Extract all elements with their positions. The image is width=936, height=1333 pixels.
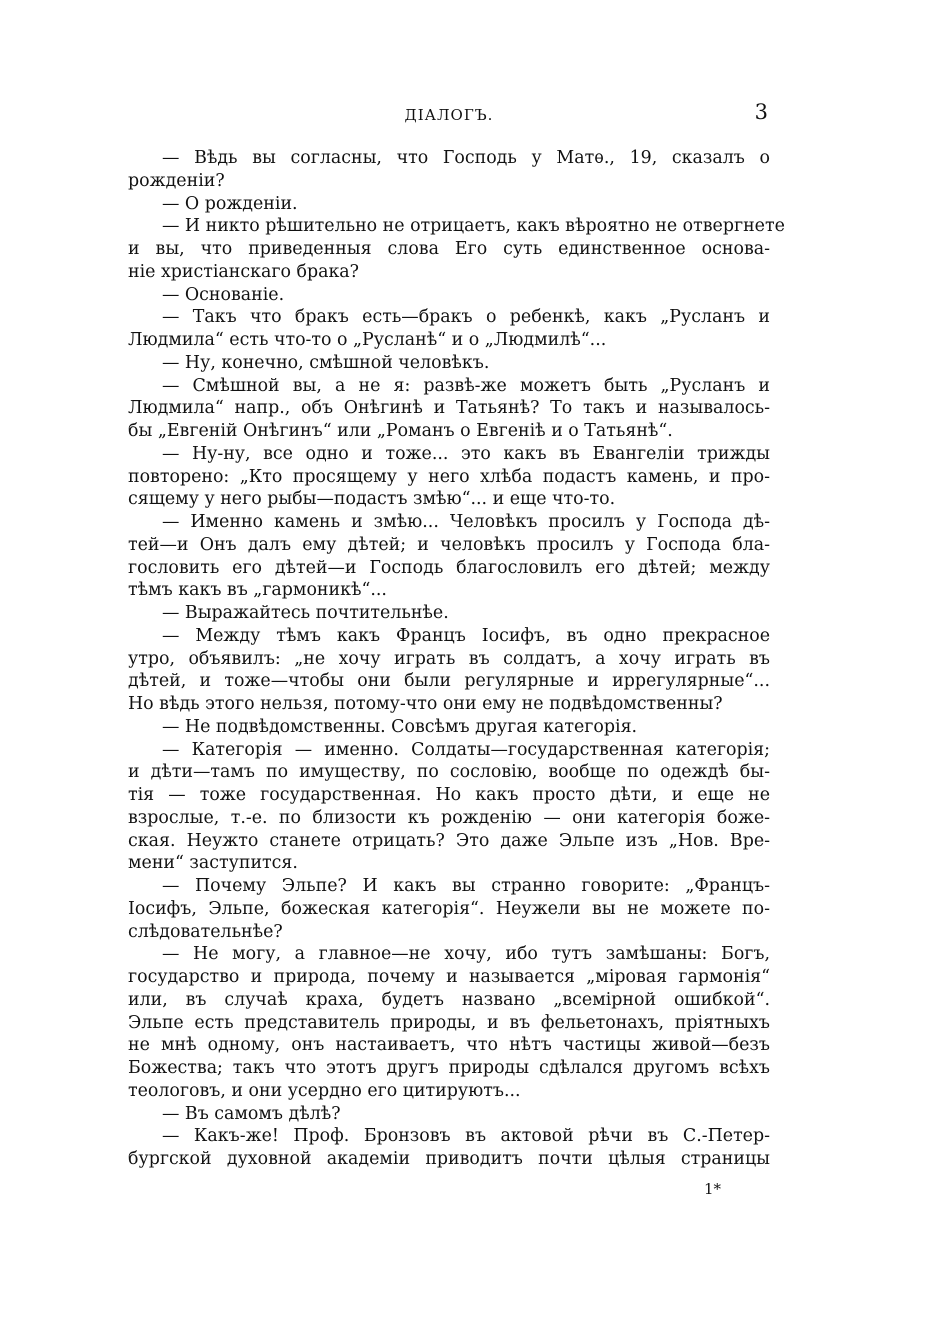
text-line: Эльпе есть представитель природы, и въ фельетонахъ, прiятныхъ bbox=[128, 1012, 770, 1033]
text-line: — Вѣдь вы согласны, что Господь у Матѳ., 19, сказалъ о bbox=[162, 148, 770, 168]
printer-signature: 1* bbox=[704, 1180, 722, 1198]
text-line: — Смѣшной вы, а не я: развѣ-же можетъ быть „Русланъ и bbox=[162, 375, 770, 396]
running-title: ДIАЛОГЪ. bbox=[404, 106, 494, 124]
text-line: рожденiи? bbox=[128, 170, 225, 191]
text-line: мени“ заступится. bbox=[128, 853, 298, 874]
page-number: 3 bbox=[754, 100, 768, 124]
text-line: — Ну, конечно, смѣшной человѣкъ. bbox=[162, 352, 490, 373]
text-line: бургской духовной академiи приводитъ почти цѣлыя страницы bbox=[128, 1149, 770, 1169]
text-line: сящему у него рыбы—подастъ змѣю“... и еще что-то. bbox=[128, 489, 616, 510]
text-line: — Основанiе. bbox=[162, 284, 285, 305]
text-line: нiе христiанскаго брака? bbox=[128, 261, 360, 282]
text-line: — О рожденiи. bbox=[162, 193, 298, 214]
text-line: — Какъ-же! Проф. Бронзовъ въ актовой рѣчи въ С.-Петер- bbox=[162, 1126, 770, 1147]
text-line: или, въ случаѣ краха, будетъ названо „всемiрной ошибкой“. bbox=[128, 989, 770, 1010]
text-line: слѣдовательнѣе? bbox=[128, 921, 283, 942]
text-line: — Между тѣмъ какъ Францъ Iосифъ, въ одно прекрасное bbox=[162, 625, 770, 646]
body-text bbox=[128, 147, 785, 1171]
text-line: Людмила“ есть что-то о „Русланѣ“ и о „Людмилѣ“... bbox=[128, 330, 607, 350]
text-line: гословить его дѣтей—и Господь благословилъ его дѣтей; между bbox=[128, 557, 770, 578]
page-header bbox=[128, 100, 770, 130]
text-line: — Не могу, а главное—не хочу, ибо тутъ замѣшаны: Богъ, bbox=[162, 944, 770, 965]
text-line: — Почему Эльпе? И какъ вы странно говорите: „Францъ- bbox=[162, 876, 770, 896]
text-line: — Ну-ну, все одно и тоже... это какъ въ Евангелiи трижды bbox=[162, 443, 770, 464]
text-line: Но вѣдь этого нельзя, потому-что они ему не подвѣдомственны? bbox=[128, 694, 723, 714]
text-line: Iосифъ, Эльпе, божеская категорiя“. Неужели вы не можете по- bbox=[128, 898, 770, 919]
text-line: — Именно камень и змѣю... Человѣкъ просилъ у Господа дѣ- bbox=[162, 512, 770, 532]
text-line: — Выражайтесь почтительнѣе. bbox=[162, 603, 449, 623]
text-line: утро, объявилъ: „не хочу играть въ солдатъ, а хочу играть въ bbox=[128, 648, 770, 669]
text-line: — И никто рѣшительно не отрицаетъ, какъ вѣроятно не отвергнете bbox=[162, 216, 785, 237]
text-line: тѣмъ какъ въ „гармоникѣ“... bbox=[128, 580, 387, 601]
text-line: Божества; такъ что этотъ другъ природы сдѣлался другомъ всѣхъ bbox=[128, 1058, 770, 1078]
text-line: Людмила“ напр., объ Онѣгинѣ и Татьянѣ? То такъ и называлось- bbox=[128, 398, 770, 419]
text-line: теологовъ, и они усердно его цитируютъ... bbox=[128, 1080, 521, 1101]
text-line: — Въ самомъ дѣлѣ? bbox=[162, 1103, 341, 1124]
text-line: — Не подвѣдомственны. Совсѣмъ другая категорiя. bbox=[162, 716, 638, 737]
text-line: — Такъ что бракъ есть—бракъ о ребенкѣ, какъ „Русланъ и bbox=[162, 307, 770, 328]
text-line: повторено: „Кто просящему у него хлѣба подастъ камень, и про- bbox=[128, 466, 770, 487]
text-line: государство и природа, почему и называется „мiровая гармонiя“ bbox=[128, 967, 770, 987]
text-line: и вы, что приведенныя слова Его суть единственное основа- bbox=[128, 239, 770, 259]
text-line: и дѣти—тамъ по имуществу, по сословiю, вообще по одеждѣ бы- bbox=[128, 762, 770, 783]
text-line: не мнѣ одному, онъ настаиваетъ, что нѣтъ частицы живой—безъ bbox=[128, 1035, 770, 1056]
text-line: тiя — тоже государственная. Но какъ просто дѣти, и еще не bbox=[128, 785, 770, 805]
text-line: дѣтей, и тоже—чтобы они были регулярные и иррегулярные“... bbox=[128, 671, 770, 692]
text-line: ская. Неужто станете отрицать? Это даже Эльпе изъ „Нов. Вре- bbox=[128, 830, 770, 851]
text-line: бы „Евгенiй Онѣгинъ“ или „Романъ о Евгенiѣ и о Татьянѣ“. bbox=[128, 421, 673, 441]
text-line: тей—и Онъ далъ ему дѣтей; и человѣкъ просилъ у Господа бла- bbox=[128, 534, 770, 555]
text-line: — Категорiя — именно. Солдаты—государственная категорiя; bbox=[162, 739, 770, 760]
text-line: взрослые, т.-е. по близости къ рожденiю — они категорiя боже- bbox=[128, 807, 770, 828]
